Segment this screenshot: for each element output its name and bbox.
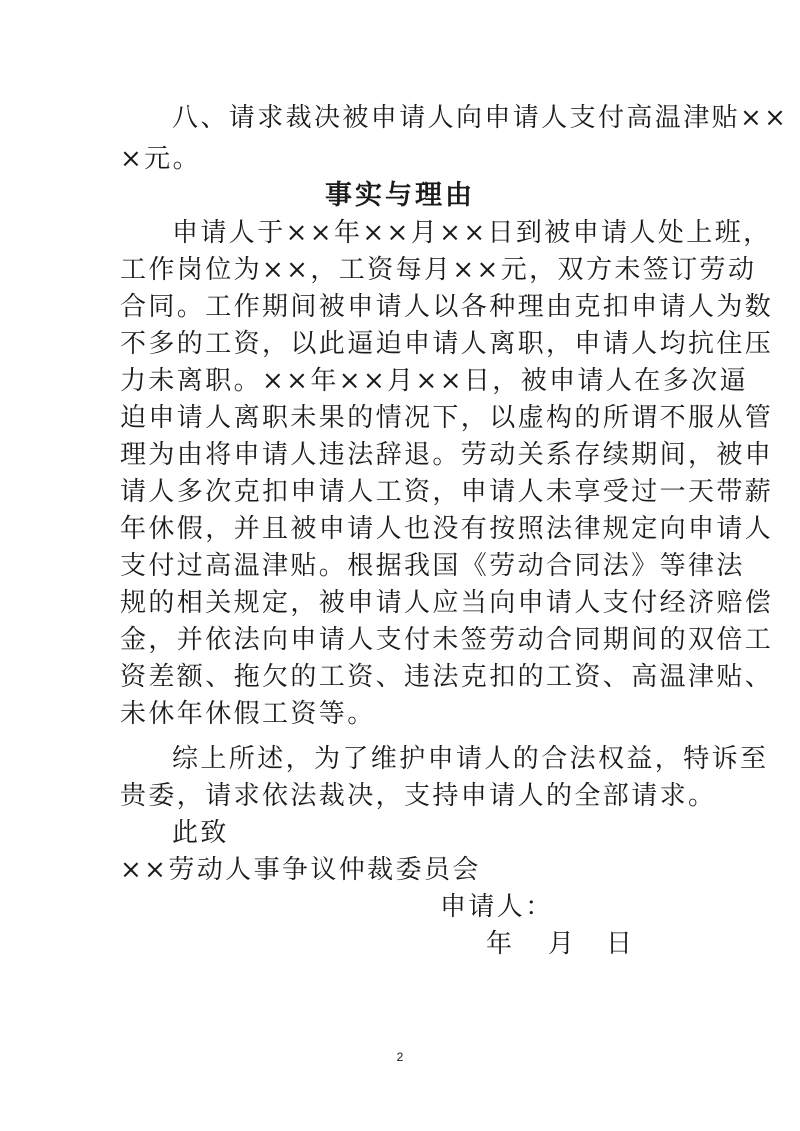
section-heading: 事实与理由 <box>325 180 475 211</box>
conclusion-line-1: 综上所述，为了维护申请人的合法权益，特诉至 <box>172 744 769 774</box>
facts-line-5: 力未离职。××年××月××日，被申请人在多次逼 <box>120 366 748 396</box>
conclusion-line-2: 贵委，请求依法裁决，支持申请人的全部请求。 <box>120 781 717 811</box>
facts-line-8: 请人多次克扣申请人工资，申请人未享受过一天带薪 <box>120 477 774 507</box>
closing-salutation: 此致 <box>172 818 229 848</box>
facts-line-12: 金，并依法向申请人支付未签劳动合同期间的双倍工 <box>120 625 774 655</box>
date-month-label: 月 <box>548 929 575 959</box>
facts-line-4: 不多的工资，以此逼迫申请人离职，申请人均抗住压 <box>120 329 774 359</box>
facts-line-2: 工作岗位为××，工资每月××元，双方未签订劳动 <box>120 255 757 285</box>
recipient: ××劳动人事争议仲裁委员会 <box>120 855 481 885</box>
facts-line-7: 理为由将申请人违法辞退。劳动关系存续期间，被申 <box>120 440 774 470</box>
facts-line-9: 年休假，并且被申请人也没有按照法律规定向申请人 <box>120 514 774 544</box>
date-year-label: 年 <box>486 929 513 959</box>
facts-line-10: 支付过高温津贴。根据我国《劳动合同法》等律法 <box>120 551 745 581</box>
facts-line-14: 未休年休假工资等。 <box>120 699 376 729</box>
facts-line-6: 迫申请人离职未果的情况下，以虚构的所谓不服从管 <box>120 403 774 433</box>
facts-line-3: 合同。工作期间被申请人以各种理由克扣申请人为数 <box>120 292 774 322</box>
request-item-8-line-2: ×元。 <box>120 144 201 174</box>
request-item-8-line-1: 八、请求裁决被申请人向申请人支付高温津贴×× <box>172 103 789 133</box>
applicant-signature-label: 申请人： <box>440 892 554 922</box>
page-number: 2 <box>396 1050 404 1064</box>
facts-line-11: 规的相关规定，被申请人应当向申请人支付经济赔偿 <box>120 588 774 618</box>
facts-line-1: 申请人于××年××月××日到被申请人处上班， <box>172 218 772 248</box>
facts-line-13: 资差额、拖欠的工资、违法克扣的工资、高温津贴、 <box>120 662 774 692</box>
date-day-label: 日 <box>606 929 633 959</box>
